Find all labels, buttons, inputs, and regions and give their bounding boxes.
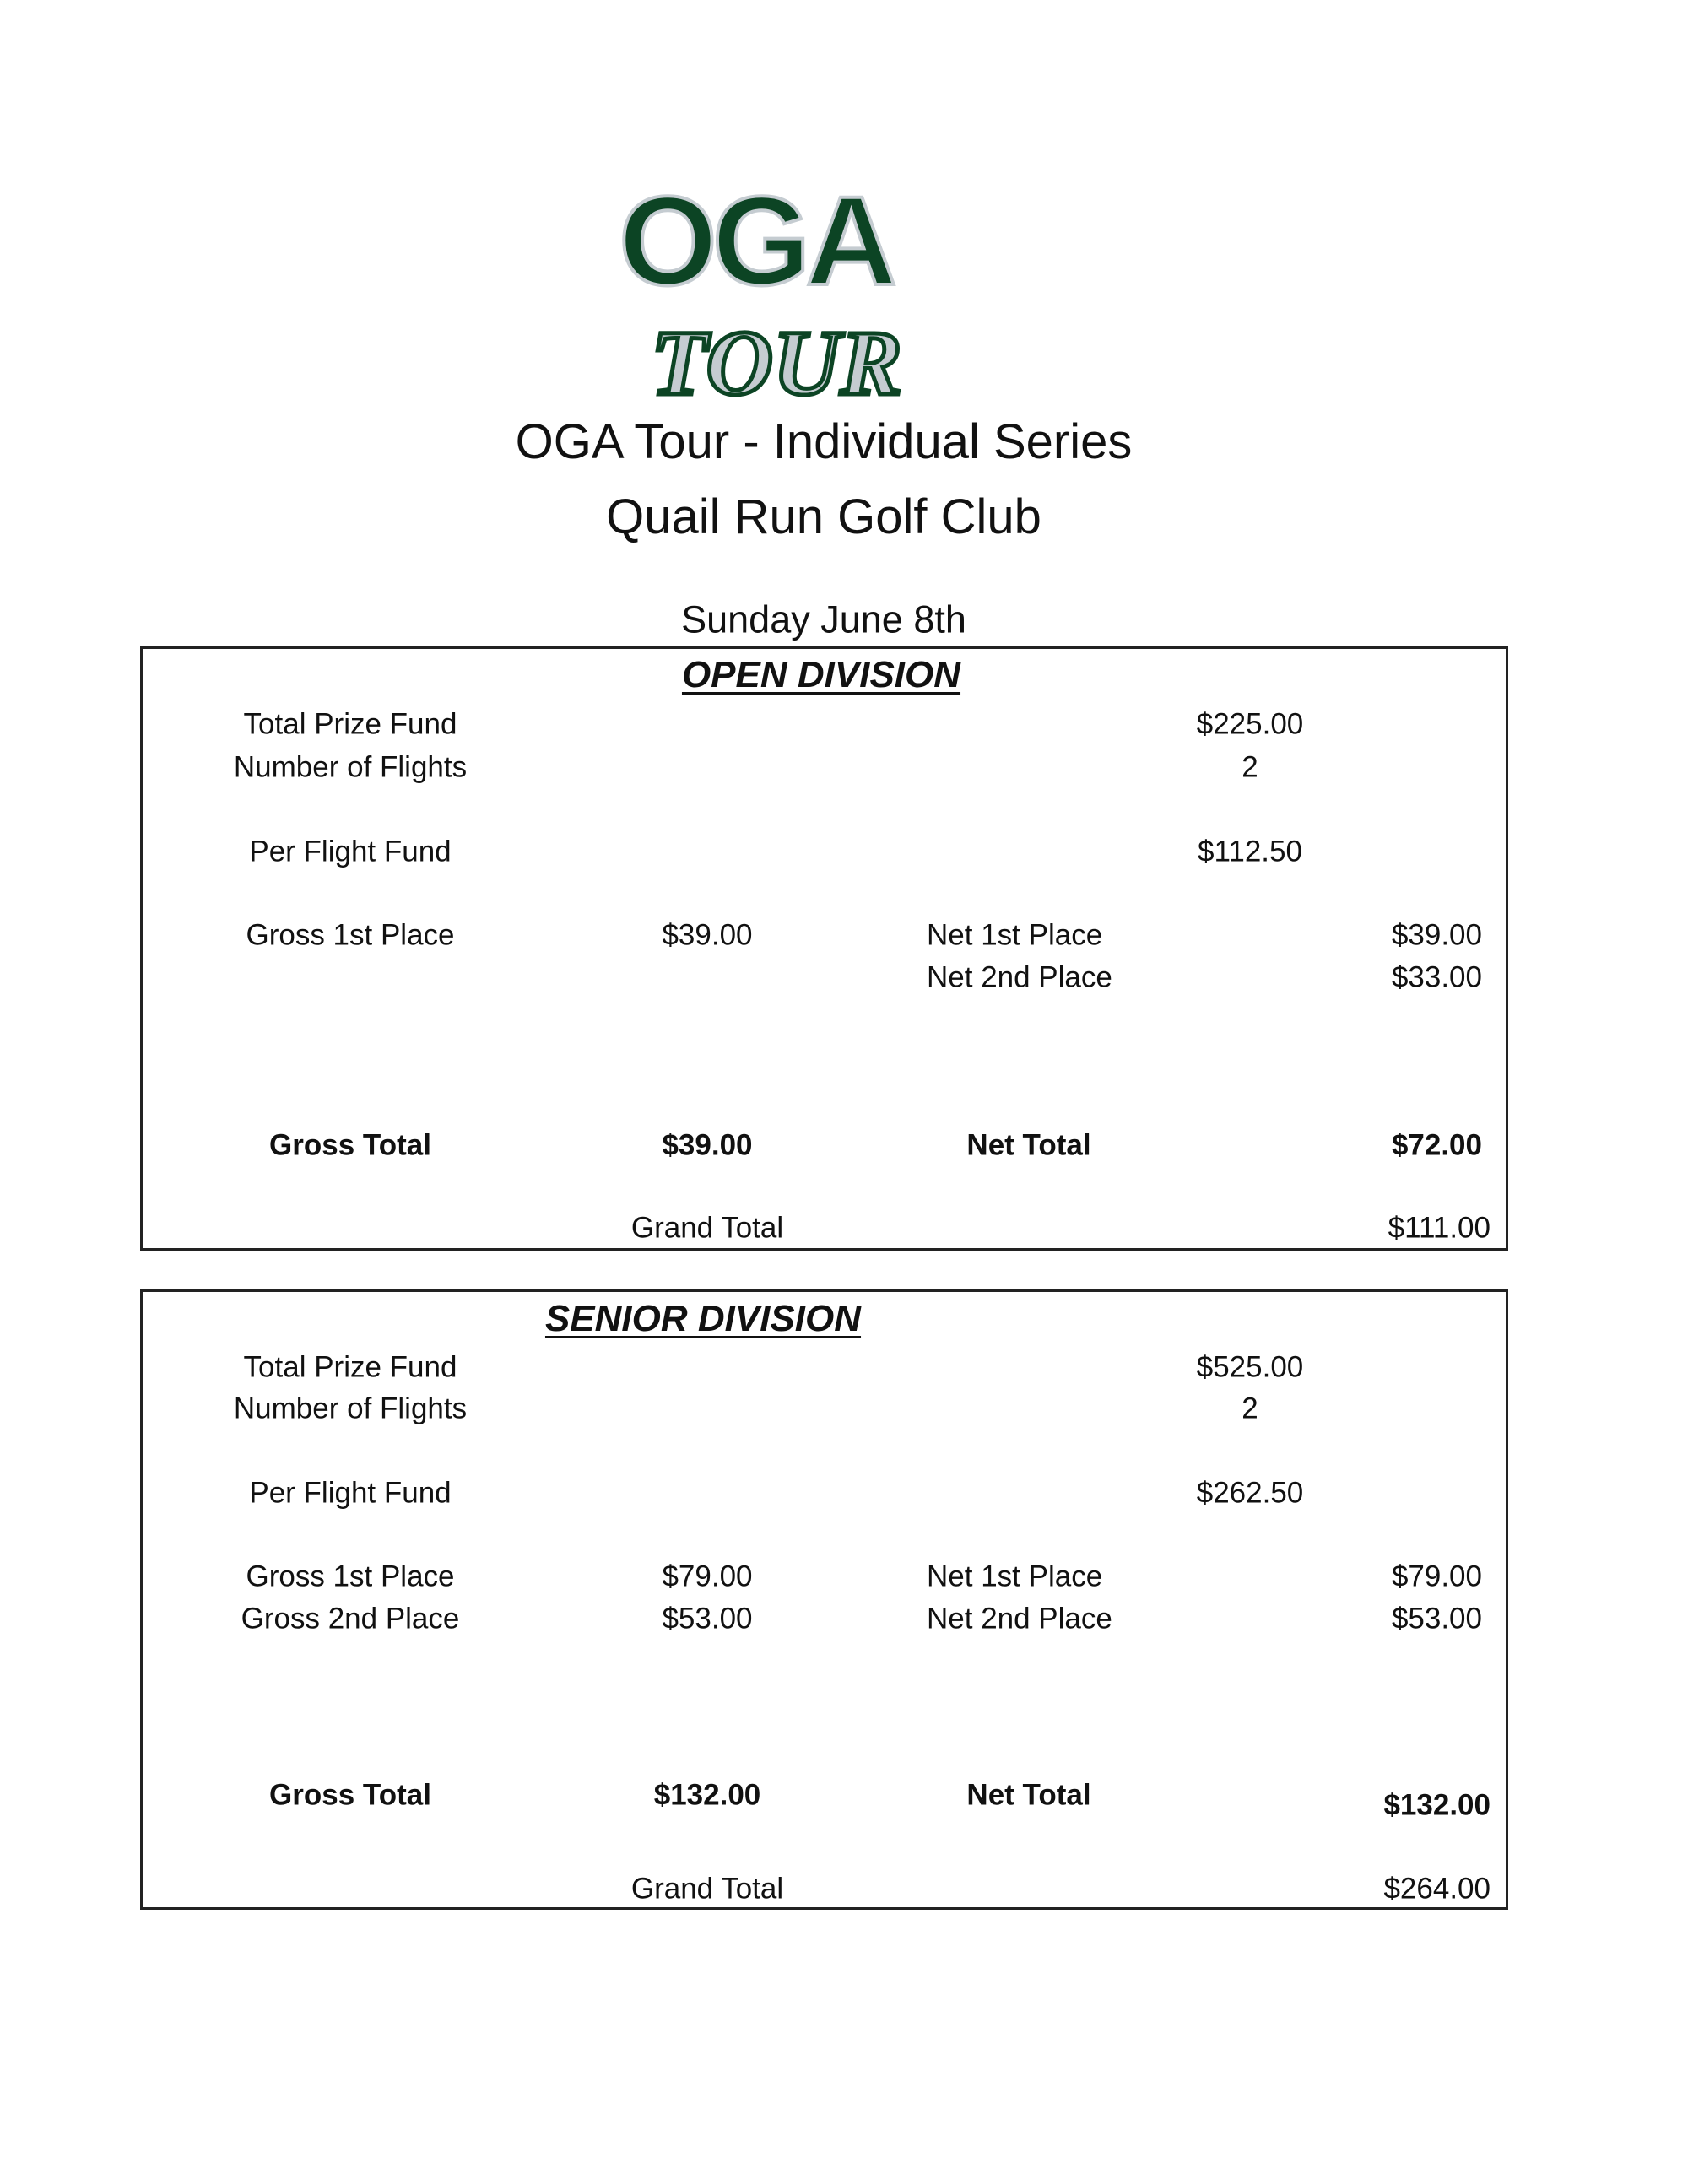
open-gross-total-label: Gross Total bbox=[269, 1128, 431, 1162]
senior-net1-label: Net 1st Place bbox=[927, 1560, 1103, 1593]
document-title: OGA Tour - Individual Series bbox=[515, 414, 1133, 469]
open-flights: 2 bbox=[1242, 750, 1258, 784]
open-gross1-label: Gross 1st Place bbox=[246, 918, 455, 952]
senior-gross1: $79.00 bbox=[662, 1560, 753, 1593]
open-total-prize-fund-label: Total Prize Fund bbox=[243, 707, 457, 741]
open-total-prize-fund: $225.00 bbox=[1196, 707, 1304, 741]
open-per-flight: $112.50 bbox=[1198, 835, 1302, 868]
open-net2-label: Net 2nd Place bbox=[927, 960, 1112, 994]
senior-gross-total: $132.00 bbox=[653, 1778, 761, 1812]
senior-grand-total: $264.00 bbox=[1383, 1872, 1491, 1906]
open-net-total: $72.00 bbox=[1391, 1128, 1482, 1162]
event-date: Sunday June 8th bbox=[681, 597, 966, 641]
senior-gross-total-label: Gross Total bbox=[269, 1778, 431, 1812]
open-net1: $39.00 bbox=[1391, 918, 1482, 952]
open-net-total-label: Net Total bbox=[966, 1128, 1091, 1162]
senior-per-flight: $262.50 bbox=[1196, 1476, 1304, 1510]
open-grand-total-label: Grand Total bbox=[630, 1211, 784, 1245]
logo-oga-text: OGA bbox=[619, 170, 892, 311]
senior-net2-label: Net 2nd Place bbox=[927, 1602, 1112, 1635]
open-net2: $33.00 bbox=[1391, 960, 1482, 994]
senior-net-total-label: Net Total bbox=[966, 1778, 1091, 1812]
senior-total-prize-fund-label: Total Prize Fund bbox=[243, 1350, 457, 1384]
senior-gross2-label: Gross 2nd Place bbox=[241, 1602, 460, 1635]
senior-net1: $79.00 bbox=[1391, 1560, 1482, 1593]
open-division-heading: OPEN DIVISION bbox=[681, 654, 961, 695]
open-gross1: $39.00 bbox=[662, 918, 753, 952]
senior-division-heading: SENIOR DIVISION bbox=[544, 1298, 862, 1339]
senior-total-prize-fund: $525.00 bbox=[1196, 1350, 1304, 1384]
senior-per-flight-label: Per Flight Fund bbox=[249, 1476, 452, 1510]
open-gross-total: $39.00 bbox=[662, 1128, 753, 1162]
senior-gross2: $53.00 bbox=[662, 1602, 753, 1635]
venue-name: Quail Run Golf Club bbox=[606, 489, 1041, 544]
senior-flights: 2 bbox=[1242, 1392, 1258, 1425]
senior-grand-total-label: Grand Total bbox=[630, 1872, 784, 1906]
senior-gross1-label: Gross 1st Place bbox=[246, 1560, 455, 1593]
senior-flights-label: Number of Flights bbox=[233, 1392, 468, 1425]
open-per-flight-label: Per Flight Fund bbox=[249, 835, 452, 868]
open-flights-label: Number of Flights bbox=[233, 750, 468, 784]
oga-tour-logo bbox=[549, 165, 962, 405]
senior-net-total: $132.00 bbox=[1383, 1788, 1491, 1822]
open-grand-total: $111.00 bbox=[1388, 1211, 1491, 1245]
logo-tour-text: TOUR bbox=[651, 311, 902, 405]
senior-net2: $53.00 bbox=[1391, 1602, 1482, 1635]
open-net1-label: Net 1st Place bbox=[927, 918, 1103, 952]
